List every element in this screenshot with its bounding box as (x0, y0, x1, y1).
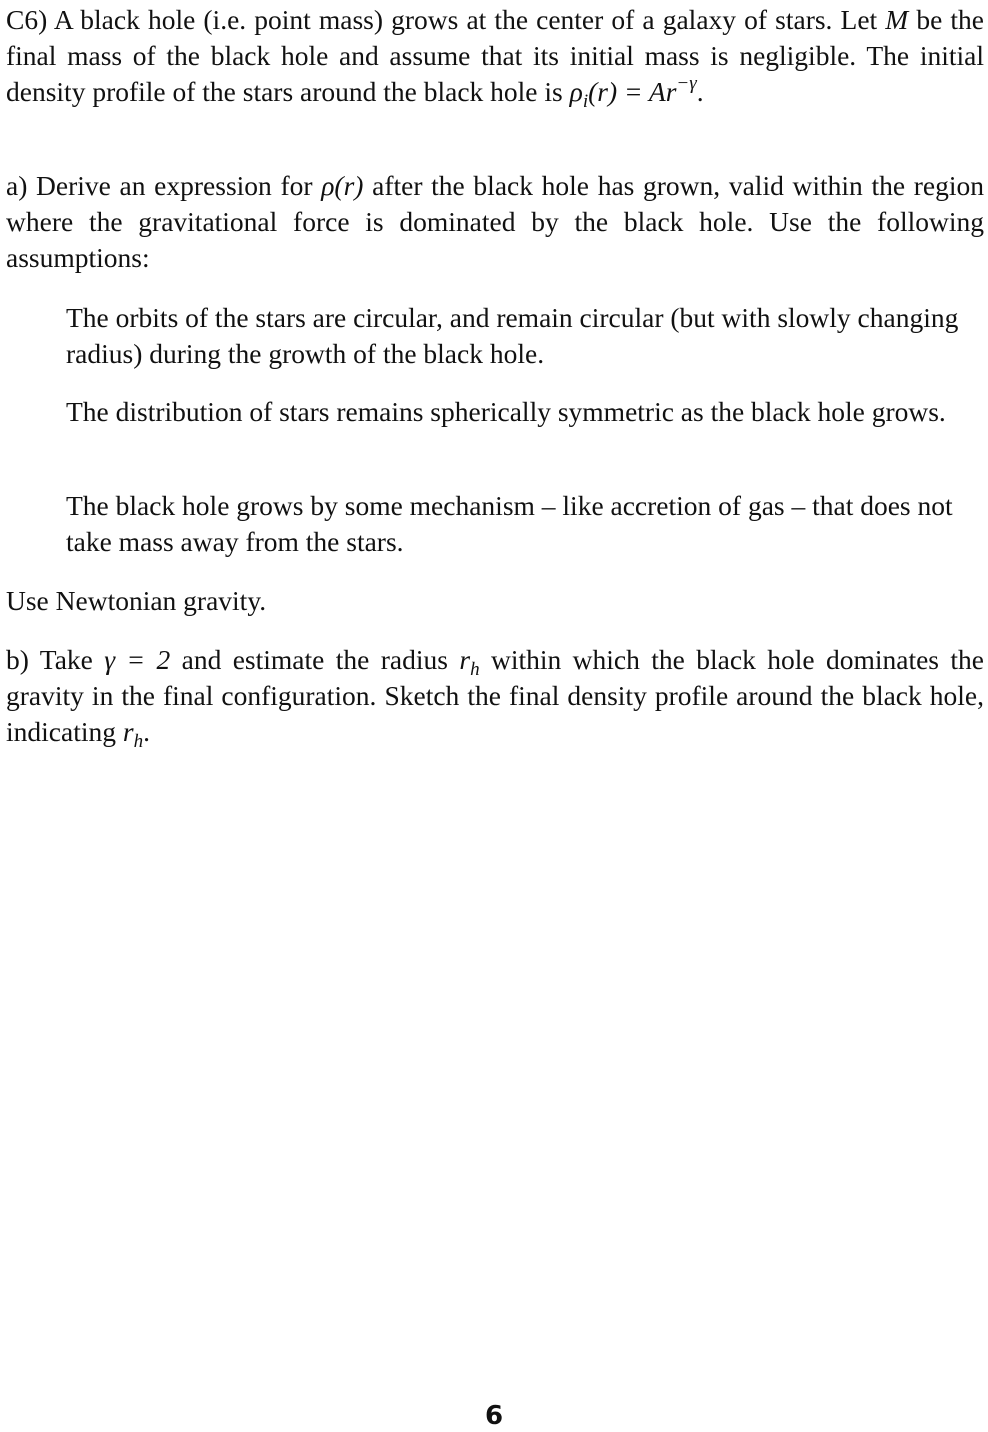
profile-rho: ρ (569, 76, 583, 107)
rh2-r: r (122, 716, 134, 747)
rh-symbol-2 (122, 716, 144, 752)
part-b-text-end: . (143, 716, 150, 747)
profile-middle: (r) = Ar (588, 76, 677, 107)
profile-subscript: i (582, 91, 589, 112)
part-b-text-before: b) Take (6, 644, 105, 675)
page-number: 6 (484, 1401, 504, 1431)
profile-end: . (696, 76, 704, 107)
intro-let: Let (840, 4, 886, 35)
rh-subscript: h (470, 659, 480, 680)
intro-rest: be the final mass of the black hole and assume that its initial mass is negligible. The initial density profile of the stars around the black hole is (6, 4, 984, 107)
rh-r: r (459, 644, 471, 675)
gamma-equation: γ = 2 (104, 644, 171, 675)
part-a-closing: Use Newtonian gravity. (6, 585, 267, 616)
density-profile-formula (569, 73, 697, 112)
rh-symbol (459, 644, 480, 680)
part-a-text-before: a) Derive an expression for (6, 170, 322, 201)
rh2-subscript: h (133, 731, 144, 752)
assumption-3: The black hole grows by some mechanism – like accretion of gas – that does not take mass away from the stars. (66, 490, 953, 557)
profile-exponent: −γ (676, 73, 697, 94)
part-b-text-mid: and estimate the radius (170, 644, 460, 675)
part-b-question (6, 642, 984, 750)
part-b-text-mid2: within which the black hole dominates the gravity in the final configuration. Sketch the final density profile around the black hole, indicating (6, 644, 984, 747)
rho-of-r: ρ(r) (321, 170, 364, 201)
mass-symbol: M (885, 4, 909, 35)
part-a-text-after: after the black hole has grown, valid within the region where the gravitational force is dominated by the black hole. Use the following assumptions: (6, 170, 984, 273)
assumption-1: The orbits of the stars are circular, and remain circular (but with slowly changing radius) during the growth of the black hole. (66, 302, 959, 369)
intro-line-1: C6) A black hole (i.e. point mass) grows at the center of a galaxy of stars. (6, 4, 833, 35)
part-a-question (6, 168, 984, 276)
problem-intro (6, 2, 984, 110)
assumption-2: The distribution of stars remains spherically symmetric as the black hole grows. (66, 396, 946, 427)
